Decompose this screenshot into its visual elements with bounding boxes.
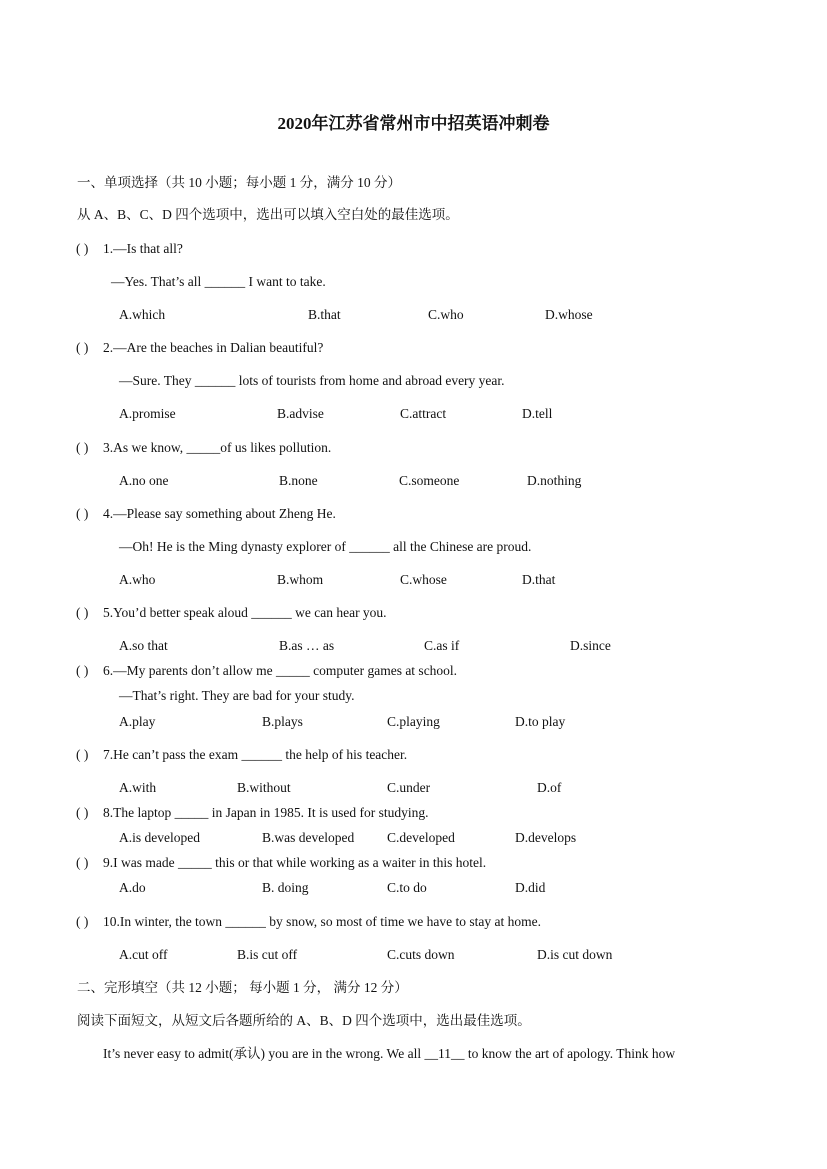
answer-blank: ( ): [76, 914, 89, 929]
option-a: A.which: [119, 307, 166, 322]
cloze-passage-line: It’s never easy to admit(承认) you are in the wrong. We all __11__ to know the art of apology. Think how: [103, 1046, 676, 1061]
option-d: D.tell: [522, 406, 553, 421]
option-b: B.advise: [277, 406, 324, 421]
option-b: B.whom: [277, 572, 324, 587]
answer-blank: ( ): [76, 605, 89, 620]
option-d: D.to play: [515, 714, 566, 729]
option-c: C.developed: [387, 830, 455, 845]
option-c: C.under: [387, 780, 431, 795]
option-d: D.that: [522, 572, 556, 587]
question-line2: —Sure. They ______ lots of tourists from home and abroad every year.: [119, 373, 505, 388]
option-c: C.playing: [387, 714, 440, 729]
option-c: C.someone: [399, 473, 460, 488]
section1-heading: 一、单项选择（共 10 小题；每小题 1 分，满分 10 分）: [77, 175, 401, 190]
option-d: D.develops: [515, 830, 577, 845]
option-a: A.cut off: [119, 947, 168, 962]
option-a: A.promise: [119, 406, 176, 421]
answer-blank: ( ): [76, 506, 89, 521]
option-c: C.cuts down: [387, 947, 455, 962]
option-c: C.attract: [400, 406, 447, 421]
answer-blank: ( ): [76, 241, 89, 256]
option-b: B.without: [237, 780, 291, 795]
option-b: B.that: [308, 307, 341, 322]
answer-blank: ( ): [76, 440, 89, 455]
option-b: B.as … as: [279, 638, 335, 653]
option-a: A.do: [119, 880, 146, 895]
option-d: D.did: [515, 880, 546, 895]
option-a: A.play: [119, 714, 156, 729]
option-c: C.whose: [400, 572, 447, 587]
question-stem: 9.I was made _____ this or that while working as a waiter in this hotel.: [103, 855, 487, 870]
answer-blank: ( ): [76, 663, 89, 678]
option-b: B.is cut off: [237, 947, 298, 962]
section1-instruction: 从 A、B、C、D 四个选项中，选出可以填入空白处的最佳选项。: [77, 207, 459, 222]
answer-blank: ( ): [76, 340, 89, 355]
answer-blank: ( ): [76, 805, 89, 820]
option-b: B.plays: [262, 714, 303, 729]
option-c: C.to do: [387, 880, 427, 895]
question-line2: —That’s right. They are bad for your study.: [119, 688, 355, 703]
option-c: C.as if: [424, 638, 460, 653]
question-stem: 8.The laptop _____ in Japan in 1985. It is used for studying.: [103, 805, 429, 820]
option-b: B.none: [279, 473, 318, 488]
option-a: A.no one: [119, 473, 169, 488]
option-c: C.who: [428, 307, 464, 322]
option-a: A.with: [119, 780, 157, 795]
page-title: 2020年江苏省常州市中招英语冲刺卷: [277, 114, 550, 133]
option-d: D.nothing: [527, 473, 582, 488]
option-d: D.whose: [545, 307, 593, 322]
answer-blank: ( ): [76, 747, 89, 762]
question-stem: 10.In winter, the town ______ by snow, so most of time we have to stay at home.: [103, 914, 542, 929]
option-a: A.so that: [119, 638, 168, 653]
option-a: A.who: [119, 572, 156, 587]
question-stem: 6.—My parents don’t allow me _____ computer games at school.: [103, 663, 458, 678]
section2-heading: 二、完形填空（共 12 小题； 每小题 1 分， 满分 12 分）: [77, 980, 408, 995]
option-b: B. doing: [262, 880, 309, 895]
option-d: D.since: [570, 638, 611, 653]
option-b: B.was developed: [262, 830, 355, 845]
question-stem: 1.—Is that all?: [103, 241, 183, 256]
question-line2: —Oh! He is the Ming dynasty explorer of ______ all the Chinese are proud.: [119, 539, 532, 554]
question-stem: 2.—Are the beaches in Dalian beautiful?: [103, 340, 324, 355]
question-line2: —Yes. That’s all ______ I want to take.: [111, 274, 326, 289]
question-stem: 3.As we know, _____of us likes pollution.: [103, 440, 332, 455]
answer-blank: ( ): [76, 855, 89, 870]
question-stem: 5.You’d better speak aloud ______ we can hear you.: [103, 605, 387, 620]
option-d: D.is cut down: [537, 947, 613, 962]
question-stem: 4.—Please say something about Zheng He.: [103, 506, 336, 521]
option-d: D.of: [537, 780, 562, 795]
section2-instruction: 阅读下面短文，从短文后各题所给的 A、B、D 四个选项中，选出最佳选项。: [77, 1013, 531, 1028]
option-a: A.is developed: [119, 830, 200, 845]
question-stem: 7.He can’t pass the exam ______ the help of his teacher.: [103, 747, 408, 762]
